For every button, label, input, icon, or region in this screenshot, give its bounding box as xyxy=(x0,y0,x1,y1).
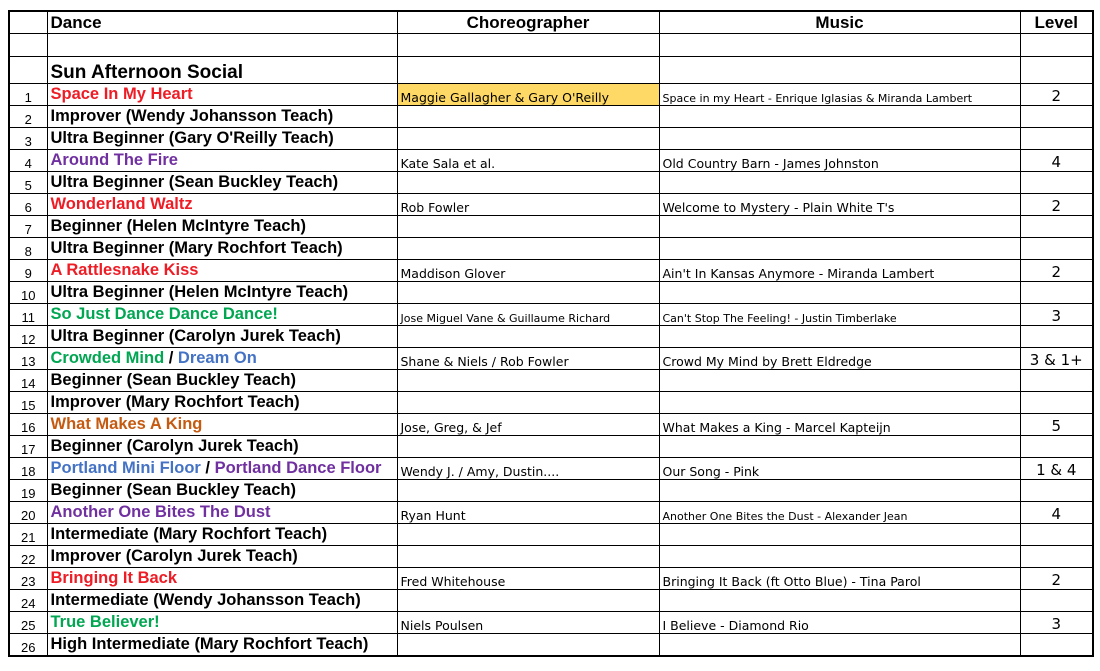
level-cell: 3 & 1+ xyxy=(1020,348,1093,370)
choreographer-cell: Shane & Niels / Rob Fowler xyxy=(397,348,659,370)
choreographer-cell: Niels Poulsen xyxy=(397,612,659,634)
level-cell: 2 xyxy=(1020,84,1093,106)
table-row xyxy=(9,634,1093,657)
music-cell: Crowd My Mind by Brett Eldredge xyxy=(659,348,1020,370)
music-cell: Space in my Heart - Enrique Iglasias & Miranda Lambert xyxy=(659,84,1020,106)
dance-name: Beginner (Sean Buckley Teach) xyxy=(47,480,397,502)
music-cell: Bringing It Back (ft Otto Blue) - Tina Parol xyxy=(659,568,1020,590)
level-cell: 1 & 4 xyxy=(1020,458,1093,480)
choreographer-cell: Fred Whitehouse xyxy=(397,568,659,590)
header-row xyxy=(9,11,1093,34)
dance-name: So Just Dance Dance Dance! xyxy=(47,304,397,326)
dance-name-a: Crowded Mind xyxy=(50,349,165,367)
choreographer-header: Choreographer xyxy=(397,11,659,34)
row-number: 24 xyxy=(9,590,47,612)
table-row xyxy=(9,260,1093,282)
dance-schedule-table xyxy=(8,10,1094,657)
dance-name: Around The Fire xyxy=(47,150,397,172)
table-row xyxy=(9,84,1093,106)
table-row xyxy=(9,458,1093,480)
dance-name: Intermediate (Wendy Johansson Teach) xyxy=(47,590,397,612)
music-cell: Can't Stop The Feeling! - Justin Timberlake xyxy=(659,304,1020,326)
dance-name: Improver (Mary Rochfort Teach) xyxy=(47,392,397,414)
dance-name: Ultra Beginner (Mary Rochfort Teach) xyxy=(47,238,397,260)
dance-name xyxy=(47,348,397,370)
table-row xyxy=(9,194,1093,216)
table-row xyxy=(9,568,1093,590)
row-number: 11 xyxy=(9,304,47,326)
level-cell: 4 xyxy=(1020,150,1093,172)
table-row xyxy=(9,128,1093,150)
table-row xyxy=(9,238,1093,260)
table-row xyxy=(9,590,1093,612)
row-number: 23 xyxy=(9,568,47,590)
row-number: 10 xyxy=(9,282,47,304)
dance-name: Ultra Beginner (Carolyn Jurek Teach) xyxy=(47,326,397,348)
table-row xyxy=(9,524,1093,546)
level-cell: 3 xyxy=(1020,612,1093,634)
level-cell: 4 xyxy=(1020,502,1093,524)
row-number: 18 xyxy=(9,458,47,480)
row-number: 6 xyxy=(9,194,47,216)
music-cell: Welcome to Mystery - Plain White T's xyxy=(659,194,1020,216)
table-row xyxy=(9,216,1093,238)
table-row xyxy=(9,414,1093,436)
table-row xyxy=(9,502,1093,524)
table-row xyxy=(9,436,1093,458)
choreographer-cell: Jose, Greg, & Jef xyxy=(397,414,659,436)
dance-name-b: Portland Dance Floor xyxy=(214,459,382,477)
table-row xyxy=(9,326,1093,348)
table-row xyxy=(9,612,1093,634)
level-header: Level xyxy=(1020,11,1093,34)
music-cell: Old Country Barn - James Johnston xyxy=(659,150,1020,172)
music-cell: Another One Bites the Dust - Alexander Jean xyxy=(659,502,1020,524)
row-number: 25 xyxy=(9,612,47,634)
dance-name: Beginner (Carolyn Jurek Teach) xyxy=(47,436,397,458)
dance-name: Improver (Wendy Johansson Teach) xyxy=(47,106,397,128)
dance-name-b: Dream On xyxy=(177,349,257,367)
choreographer-cell: Ryan Hunt xyxy=(397,502,659,524)
dance-separator: / xyxy=(200,459,215,477)
dance-name: What Makes A King xyxy=(47,414,397,436)
music-cell: Ain't In Kansas Anymore - Miranda Lambert xyxy=(659,260,1020,282)
choreographer-cell: Maggie Gallagher & Gary O'Reilly xyxy=(397,84,659,106)
dance-name: Intermediate (Mary Rochfort Teach) xyxy=(47,524,397,546)
row-number: 16 xyxy=(9,414,47,436)
row-number: 15 xyxy=(9,392,47,414)
table-row xyxy=(9,392,1093,414)
row-number: 1 xyxy=(9,84,47,106)
dance-header: Dance xyxy=(47,11,397,34)
music-cell: I Believe - Diamond Rio xyxy=(659,612,1020,634)
table-row xyxy=(9,172,1093,194)
blank-row xyxy=(9,34,1093,57)
dance-name: Another One Bites The Dust xyxy=(47,502,397,524)
row-number: 20 xyxy=(9,502,47,524)
row-number: 5 xyxy=(9,172,47,194)
level-cell: 2 xyxy=(1020,568,1093,590)
music-cell: What Makes a King - Marcel Kapteijn xyxy=(659,414,1020,436)
dance-name: Ultra Beginner (Sean Buckley Teach) xyxy=(47,172,397,194)
dance-name: Space In My Heart xyxy=(47,84,397,106)
row-number: 22 xyxy=(9,546,47,568)
row-number: 8 xyxy=(9,238,47,260)
table-row xyxy=(9,546,1093,568)
dance-name: Ultra Beginner (Gary O'Reilly Teach) xyxy=(47,128,397,150)
choreographer-cell: Jose Miguel Vane & Guillaume Richard xyxy=(397,304,659,326)
music-header: Music xyxy=(659,11,1020,34)
table-row xyxy=(9,480,1093,502)
row-number: 2 xyxy=(9,106,47,128)
row-number: 14 xyxy=(9,370,47,392)
row-number: 4 xyxy=(9,150,47,172)
music-cell: Our Song - Pink xyxy=(659,458,1020,480)
dance-name: Beginner (Sean Buckley Teach) xyxy=(47,370,397,392)
dance-name xyxy=(47,458,397,480)
dance-name: Improver (Carolyn Jurek Teach) xyxy=(47,546,397,568)
row-number: 9 xyxy=(9,260,47,282)
level-cell: 5 xyxy=(1020,414,1093,436)
choreographer-cell: Maddison Glover xyxy=(397,260,659,282)
choreographer-cell: Wendy J. / Amy, Dustin.... xyxy=(397,458,659,480)
level-cell: 2 xyxy=(1020,194,1093,216)
dance-name: True Believer! xyxy=(47,612,397,634)
row-number: 19 xyxy=(9,480,47,502)
level-cell: 2 xyxy=(1020,260,1093,282)
row-number: 21 xyxy=(9,524,47,546)
section-row xyxy=(9,57,1093,84)
dance-name: High Intermediate (Mary Rochfort Teach) xyxy=(47,634,397,657)
choreographer-cell: Kate Sala et al. xyxy=(397,150,659,172)
dance-name: Bringing It Back xyxy=(47,568,397,590)
row-number-header xyxy=(9,11,47,34)
row-number: 13 xyxy=(9,348,47,370)
row-number: 3 xyxy=(9,128,47,150)
table-row xyxy=(9,282,1093,304)
choreographer-cell: Rob Fowler xyxy=(397,194,659,216)
dance-name: Wonderland Waltz xyxy=(47,194,397,216)
table-row xyxy=(9,106,1093,128)
dance-name: Beginner (Helen McIntyre Teach) xyxy=(47,216,397,238)
table-row xyxy=(9,150,1093,172)
row-number: 17 xyxy=(9,436,47,458)
row-number: 26 xyxy=(9,634,47,657)
section-title: Sun Afternoon Social xyxy=(47,57,397,84)
table-row xyxy=(9,370,1093,392)
dance-separator: / xyxy=(164,349,178,367)
row-number: 12 xyxy=(9,326,47,348)
dance-name-a: Portland Mini Floor xyxy=(50,459,201,477)
row-number: 7 xyxy=(9,216,47,238)
dance-name: A Rattlesnake Kiss xyxy=(47,260,397,282)
level-cell: 3 xyxy=(1020,304,1093,326)
table-row xyxy=(9,348,1093,370)
dance-name: Ultra Beginner (Helen McIntyre Teach) xyxy=(47,282,397,304)
table-row xyxy=(9,304,1093,326)
